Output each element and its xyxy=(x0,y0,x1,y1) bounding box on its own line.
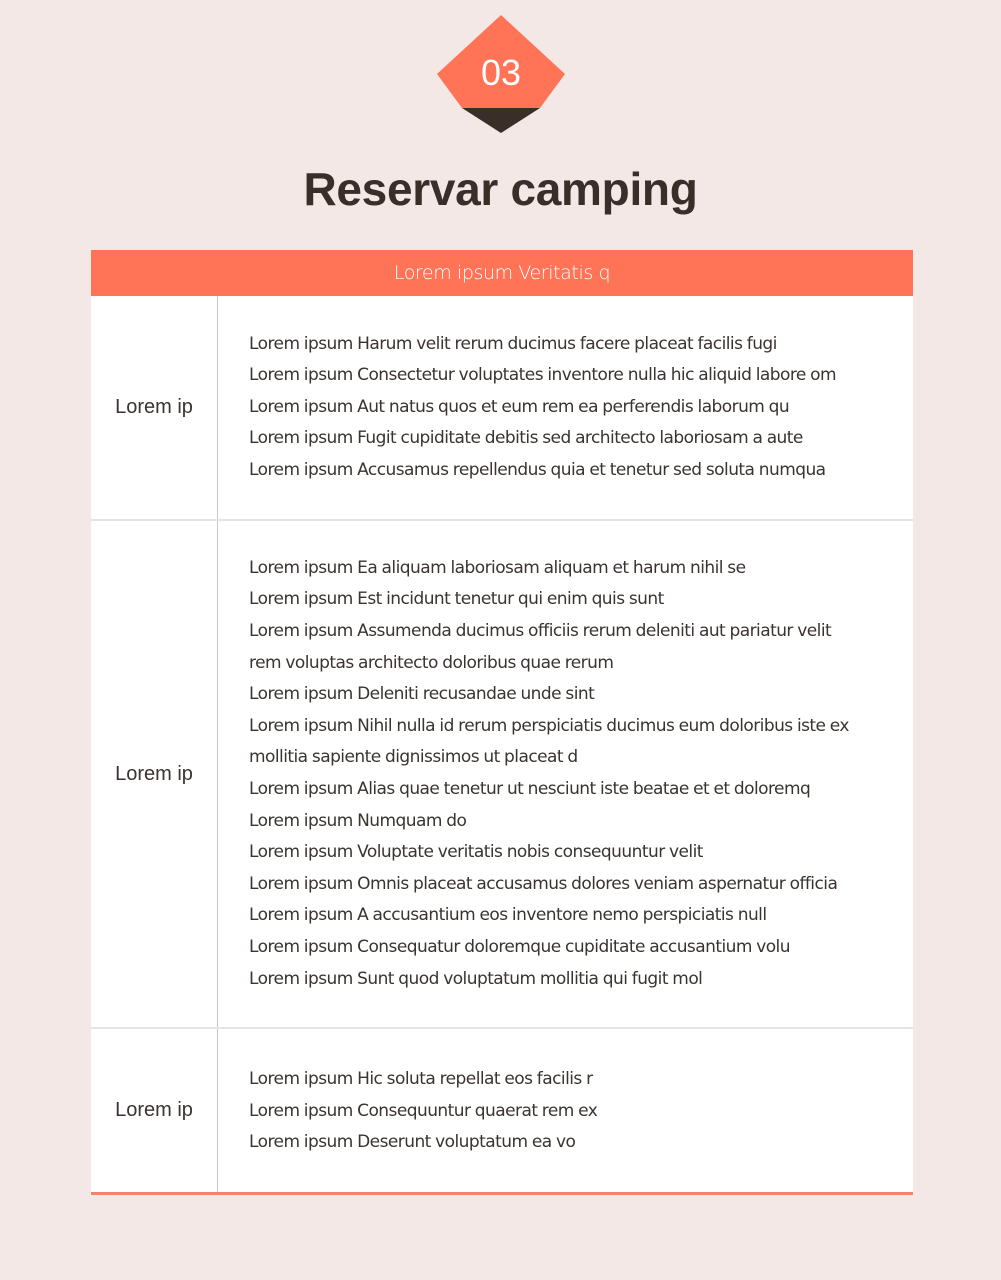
row-line: Lorem ipsum A accusantium eos inventore nemo perspiciatis null xyxy=(249,905,767,926)
row-line: Lorem ipsum Consequuntur quaerat rem ex xyxy=(249,1100,598,1121)
step-number-text: 03 xyxy=(480,52,522,93)
row-line: Lorem ipsum Accusamus repellendus quia et tenetur sed soluta numqua xyxy=(249,459,826,480)
row-line: Lorem ipsum Hic soluta repellat eos facilis r xyxy=(249,1069,593,1090)
row-line: Lorem ipsum Sunt quod voluptatum mollitia qui fugit mol xyxy=(249,968,703,989)
table-row xyxy=(91,1029,913,1195)
row-line: Lorem ipsum Harum velit rerum ducimus facere placeat facilis fugi xyxy=(249,333,777,354)
page-title: Reservar camping xyxy=(303,163,698,215)
row-line: mollitia sapiente dignissimos ut placeat d xyxy=(249,747,578,768)
row-line: rem voluptas architecto doloribus quae rerum xyxy=(249,652,614,673)
step-number-badge xyxy=(437,15,565,133)
row-line: Lorem ipsum Deleniti recusandae unde sint xyxy=(249,684,595,705)
table-header: Lorem ipsum Veritatis q xyxy=(91,250,913,296)
row-line: Lorem ipsum Voluptate veritatis nobis consequuntur velit xyxy=(249,842,703,863)
table-row xyxy=(91,521,913,1029)
row-line: Lorem ipsum Nihil nulla id rerum perspiciatis ducimus eum doloribus iste ex xyxy=(249,715,849,736)
info-table xyxy=(91,250,913,1195)
row-line: Lorem ipsum Est incidunt tenetur qui enim quis sunt xyxy=(249,589,664,610)
row-content xyxy=(218,1029,913,1192)
row-label: Lorem ip xyxy=(91,296,218,519)
row-line: Lorem ipsum Fugit cupiditate debitis sed architecto laboriosam a aute xyxy=(249,428,803,449)
row-line: Lorem ipsum Assumenda ducimus officiis rerum deleniti aut pariatur velit xyxy=(249,621,832,642)
row-line: Lorem ipsum Omnis placeat accusamus dolores veniam aspernatur officia xyxy=(249,873,838,894)
row-line: Lorem ipsum Deserunt voluptatum ea vo xyxy=(249,1132,576,1153)
row-label: Lorem ip xyxy=(91,521,218,1027)
row-line: Lorem ipsum Consequatur doloremque cupiditate accusantium volu xyxy=(249,936,790,957)
step-number xyxy=(437,15,565,133)
row-content xyxy=(218,521,913,1027)
row-content xyxy=(218,296,913,519)
row-label: Lorem ip xyxy=(91,1029,218,1192)
table-row xyxy=(91,296,913,521)
row-line: Lorem ipsum Numquam do xyxy=(249,810,467,831)
row-line: Lorem ipsum Ea aliquam laboriosam aliquam et harum nihil se xyxy=(249,557,746,578)
row-line: Lorem ipsum Consectetur voluptates inventore nulla hic aliquid labore om xyxy=(249,365,837,386)
row-line: Lorem ipsum Alias quae tenetur ut nesciunt iste beatae et et doloremq xyxy=(249,779,811,799)
row-line: Lorem ipsum Aut natus quos et eum rem ea perferendis laborum qu xyxy=(249,396,790,417)
